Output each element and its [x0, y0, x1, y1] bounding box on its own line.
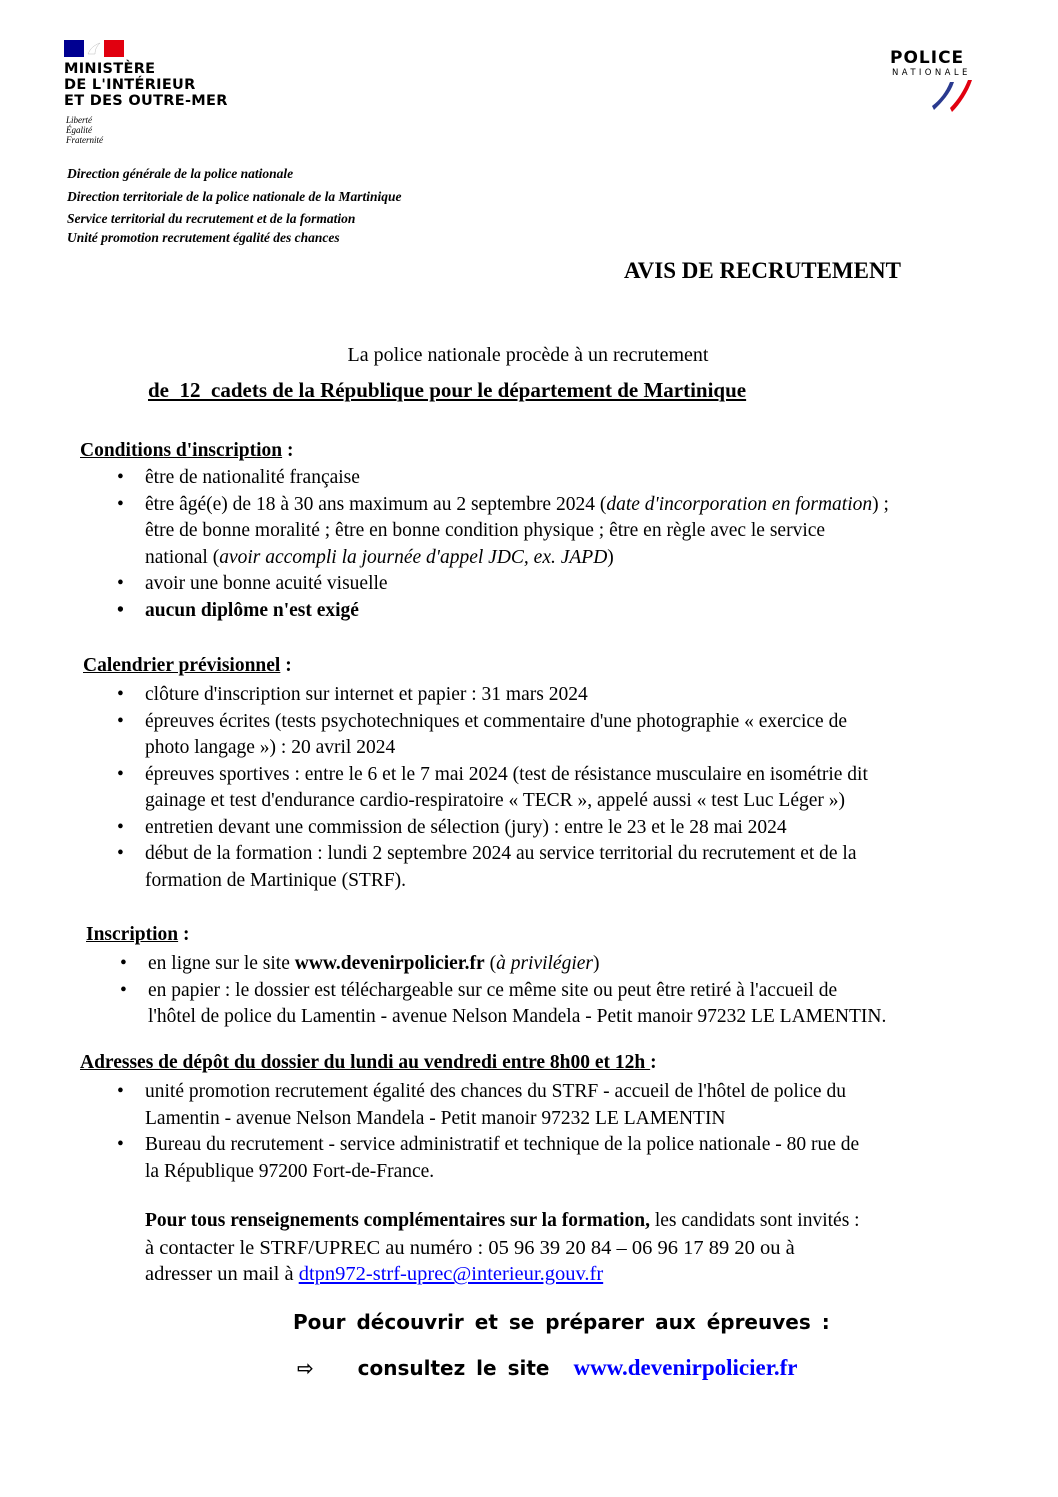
dept-line-1: Direction générale de la police nationale — [67, 166, 294, 181]
dept-line-2: Direction territoriale de la police nationale de la Martinique — [67, 189, 402, 204]
list-item: • avoir une bonne acuité visuelle — [117, 573, 388, 594]
list-item: • être de nationalité française — [117, 467, 360, 488]
list-item: • clôture d'inscription sur internet et papier : 31 mars 2024 — [117, 684, 588, 705]
list-item: • être âgé(e) de 18 à 30 ans maximum au 2 septembre 2024 (date d'incorporation en formation) ; être de bonne moralité ; être en bonne condition physique ; être en règle avec le service national (avoir accompli la journée d'appel JDC, ex. JAPD) — [117, 493, 889, 568]
police-nationale-logo: POLICE NATIONALE — [890, 48, 1014, 118]
list-item: • entretien devant une commission de sélection (jury) : entre le 23 et le 28 mai 2024 — [117, 816, 787, 838]
conditions-list — [117, 465, 1017, 624]
republic-flag-logo — [64, 40, 124, 57]
notice-title: AVIS DE RECRUTEMENT — [624, 258, 901, 283]
arrow-right-icon: ⇨ — [297, 1356, 314, 1380]
inscription-list — [120, 951, 1020, 1031]
list-item: • Bureau du recrutement - service administratif et technique de la police nationale - 80 rue de la République 97200 Fort-de-France. — [117, 1134, 860, 1182]
dept-line-4: Unité promotion recrutement égalité des chances — [67, 230, 340, 245]
calendar-heading: Calendrier prévisionnel : — [83, 655, 292, 676]
addresses-list — [117, 1079, 1017, 1185]
ministry-name: MINISTÈRE DE L'INTÉRIEUR ET DES OUTRE-MER — [64, 61, 228, 109]
addresses-heading: Adresses de dépôt du dossier du lundi au vendredi entre 8h00 et 12h : — [80, 1052, 657, 1073]
marianne-icon — [86, 42, 102, 55]
intro-line-2: de 12 cadets de la République pour le département de Martinique — [148, 378, 747, 402]
inscription-heading: Inscription : — [86, 924, 190, 945]
tricolor-stripes-icon — [928, 76, 978, 116]
list-item: • en ligne sur le site www.devenirpolicier.fr (à privilégier) — [120, 953, 600, 974]
list-item: • épreuves sportives : entre le 6 et le 7 mai 2024 (test de résistance musculaire en isométrie dit gainage et test d'endurance cardio-respiratoire « TECR », appelé aussi « test Luc Léger ») — [117, 763, 868, 811]
list-item: • en papier : le dossier est téléchargeable sur ce même site ou peut être retiré à l'accueil de l'hôtel de police du Lamentin - avenue Nelson Mandela - Petit manoir 97232 LE LAMENTIN. — [120, 979, 887, 1027]
list-item: • aucun diplôme n'est exigé — [117, 599, 359, 621]
list-item: • début de la formation : lundi 2 septembre 2024 au service territorial du recrutement et de la formation de Martinique (STRF). — [117, 843, 857, 891]
consult-line: ⇨ consultez le site www.devenirpolicier.fr — [297, 1355, 798, 1380]
email-link[interactable]: dtpn972-strf-uprec@interieur.gouv.fr — [298, 1263, 604, 1285]
devenirpolicier-link[interactable]: www.devenirpolicier.fr — [573, 1355, 798, 1380]
list-item: • unité promotion recrutement égalité des chances du STRF - accueil de l'hôtel de police du Lamentin - avenue Nelson Mandela - Petit manoir 97232 LE LAMENTIN — [117, 1081, 846, 1129]
intro-line-1: La police nationale procède à un recrutement — [347, 344, 709, 366]
conditions-heading: Conditions d'inscription : — [80, 440, 294, 461]
calendar-list — [117, 682, 1017, 894]
list-item: • épreuves écrites (tests psychotechniques et commentaire d'une photographie « exercice de photo langage ») : 20 avril 2024 — [117, 710, 847, 758]
site-link[interactable]: www.devenirpolicier.fr — [294, 953, 485, 974]
republic-motto: Liberté Égalité Fraternité — [66, 115, 103, 145]
contact-block: Pour tous renseignements complémentaires sur la formation, les candidats sont invités : à contacter le STRF/UPREC au numéro : 05 96 39 20 84 – 06 96 17 89 20 ou à adresser un mail à dtpn972-strf-uprec@interieur.gouv.fr — [145, 1210, 860, 1285]
discover-text: Pour découvrir et se préparer aux épreuves : — [293, 1310, 830, 1334]
dept-line-3: Service territorial du recrutement et de la formation — [67, 211, 356, 226]
